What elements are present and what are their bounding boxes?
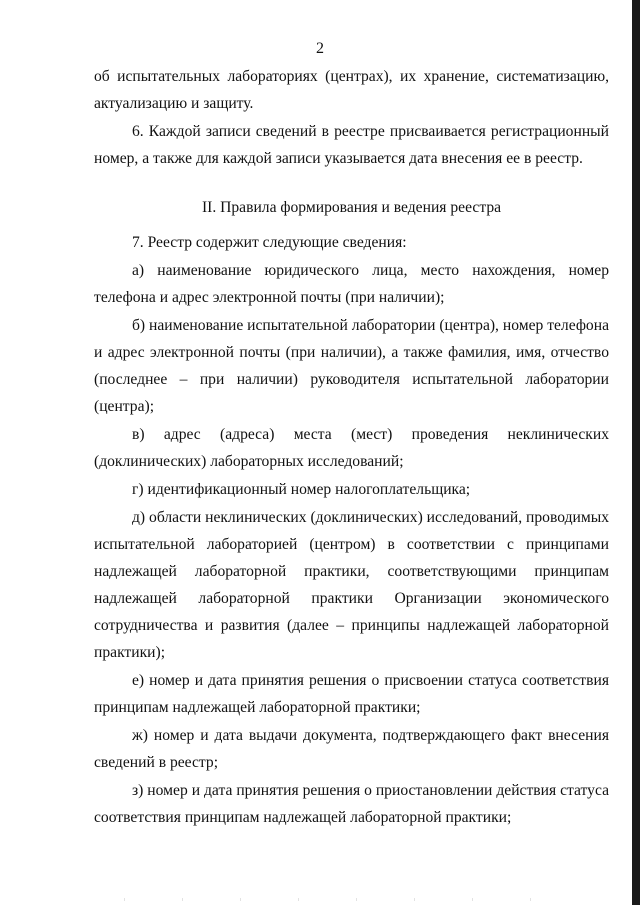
page-number: 2 bbox=[316, 40, 324, 57]
item-d: д) области неклинических (доклинических) исследований, проводимых испытательной лабораторией (центром) в соответствии с принципами надлежащей лабораторной практики, соответствующими принципам надлежащей лабораторной практики Организации экономического сотрудничества и развития (далее – принципы надлежащей лабораторной практики); bbox=[94, 509, 609, 661]
paragraph-7: 7. Реестр содержит следующие сведения: bbox=[132, 234, 407, 251]
document-body bbox=[94, 63, 609, 831]
item-b: б) наименование испытательной лаборатории (центра), номер телефона и адрес электронной почты (при наличии), а также фамилия, имя, отчество (последнее – при наличии) руководителя испытательной лаборатории (центра); bbox=[94, 317, 609, 415]
section-heading: II. Правила формирования и ведения реестра bbox=[201, 199, 502, 216]
scan-noise bbox=[100, 898, 540, 901]
item-zh: ж) номер и дата выдачи документа, подтверждающего факт внесения сведений в реестр; bbox=[94, 727, 609, 771]
item-v: в) адрес (адреса) места (мест) проведения неклинических (доклинических) лабораторных исследований; bbox=[94, 426, 609, 470]
item-a: а) наименование юридического лица, место нахождения, номер телефона и адрес электронной почты (при наличии); bbox=[94, 262, 609, 306]
item-e: е) номер и дата принятия решения о присвоении статуса соответствия принципам надлежащей лабораторной практики; bbox=[94, 672, 609, 716]
item-g: г) идентификационный номер налогоплательщика; bbox=[132, 481, 471, 498]
scan-page-edge bbox=[632, 0, 640, 905]
item-z: з) номер и дата принятия решения о приостановлении действия статуса соответствия принципам надлежащей лабораторной практики; bbox=[94, 782, 609, 826]
paragraph-6: 6. Каждой записи сведений в реестре присваивается регистрационный номер, а также для каждой записи указывается дата внесения ее в реестр. bbox=[94, 123, 609, 167]
paragraph-continuation: об испытательных лабораториях (центрах), их хранение, систематизацию, актуализацию и защиту. bbox=[94, 68, 609, 112]
